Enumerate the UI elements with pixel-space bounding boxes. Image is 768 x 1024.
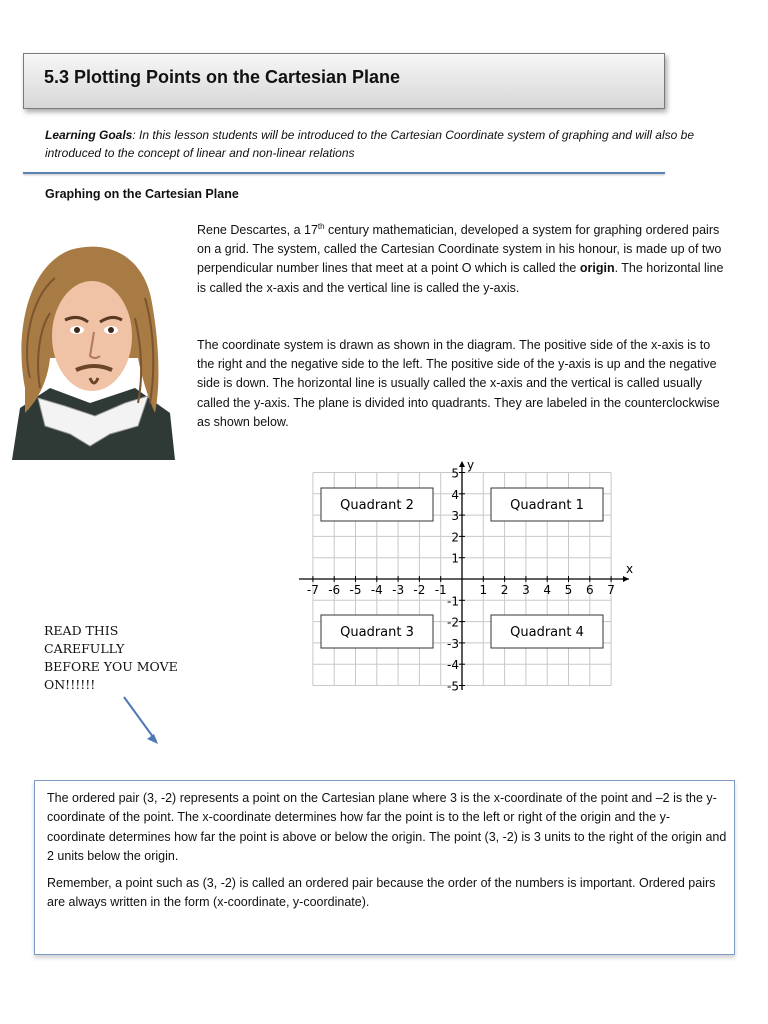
x-axis-label: x bbox=[626, 562, 634, 576]
note-line-4: ON!!!!!! bbox=[44, 677, 96, 692]
down-arrow-icon bbox=[118, 693, 168, 749]
paragraph1-pre: Rene Descartes, a 17 bbox=[197, 223, 318, 237]
quadrant-4-label: Quadrant 4 bbox=[510, 625, 584, 640]
page-title: 5.3 Plotting Points on the Cartesian Plane bbox=[44, 67, 401, 87]
remember-paragraph: Remember, a point such as (3, -2) is called an ordered pair because the order of the numbers is important. Ordered pairs are always written in the form (x-coordinate, y-coordinate). bbox=[47, 876, 716, 910]
paragraph1-mid: century mathematician, developed a system for graphing ordered pairs on a grid. The system, called the Cartesian Coordinate system in his honour, is made up of two perpendicular number lines that meet at a point O which is called the bbox=[197, 223, 722, 276]
x-tick-label: -6 bbox=[328, 583, 341, 597]
quadrant-3-label: Quadrant 3 bbox=[340, 625, 414, 640]
note-line-2: CAREFULLY bbox=[44, 641, 125, 656]
quadrant-1-label: Quadrant 1 bbox=[510, 498, 584, 513]
descartes-paragraph bbox=[197, 221, 727, 298]
x-axis-arrow-icon bbox=[623, 576, 629, 582]
learning-goals-text: : In this lesson students will be introduced to the Cartesian Coordinate system of graphing and will also be introduced to the concept of linear and non-linear relations bbox=[45, 128, 695, 160]
x-tick-label: 2 bbox=[500, 583, 509, 597]
y-tick-label: -3 bbox=[447, 636, 459, 651]
x-tick-label: 3 bbox=[522, 583, 530, 597]
y-axis-arrow-icon bbox=[459, 461, 465, 467]
x-tick-label: 5 bbox=[564, 583, 573, 597]
coordinate-system-paragraph: The coordinate system is drawn as shown in the diagram. The positive side of the x-axis is to the right and the negative side to the left. The positive side of the y-axis is up and the negative side is down. The horizontal line is usually called the x-axis and the vertical is called usually called the y-axis. The plane is divided into quadrants. They are labeled in the counterclockwise as shown below. bbox=[197, 338, 720, 429]
x-tick-label: -3 bbox=[392, 583, 405, 597]
x-tick-label: 6 bbox=[585, 583, 594, 597]
y-tick-label: -1 bbox=[447, 594, 459, 609]
paragraph1-bold: origin bbox=[579, 261, 615, 276]
x-tick-label: -4 bbox=[370, 583, 383, 597]
title-banner bbox=[23, 53, 665, 109]
x-tick-label: 7 bbox=[607, 583, 615, 597]
y-tick-label: -4 bbox=[447, 658, 459, 673]
x-tick-label: 1 bbox=[479, 583, 488, 597]
paragraph1-post: . The horizontal line is called the x-axis and the vertical line is called the y-axis. bbox=[197, 261, 724, 295]
x-tick-label: -1 bbox=[434, 583, 447, 597]
y-tick-label: -2 bbox=[447, 615, 459, 630]
read-carefully-note bbox=[44, 622, 194, 694]
x-tick-label: -2 bbox=[413, 583, 426, 597]
y-tick-label: 5 bbox=[451, 466, 459, 481]
x-tick-label: -5 bbox=[349, 583, 362, 597]
ordered-pair-paragraph: The ordered pair (3, -2) represents a point on the Cartesian plane where 3 is the x-coordinate of the point and –2 is the y-coordinate of the point. The x-coordinate determines how far the point is to the left or right of the origin and the y-coordinate determines how far the point is above or below the origin. The point (3, -2) is 3 units to the right of the origin and 2 units below the origin. bbox=[47, 791, 727, 864]
quadrant-2-label: Quadrant 2 bbox=[340, 498, 414, 513]
ordered-pair-info-box bbox=[34, 780, 735, 955]
section-divider bbox=[23, 172, 665, 174]
y-tick-label: 4 bbox=[451, 487, 459, 502]
y-tick-label: 2 bbox=[451, 530, 459, 545]
x-tick-label: -7 bbox=[306, 583, 319, 597]
learning-goals bbox=[45, 126, 735, 162]
x-tick-label: 4 bbox=[543, 583, 552, 597]
note-line-3: BEFORE YOU MOVE bbox=[44, 659, 178, 674]
descartes-portrait bbox=[10, 238, 175, 460]
y-tick-label: 1 bbox=[451, 551, 459, 566]
y-tick-label: 3 bbox=[451, 509, 459, 524]
y-tick-label: -5 bbox=[447, 679, 459, 694]
section-heading: Graphing on the Cartesian Plane bbox=[45, 187, 239, 201]
y-axis-label: y bbox=[467, 458, 475, 472]
note-line-1: READ THIS bbox=[44, 623, 119, 638]
learning-goals-label: Learning Goals bbox=[45, 128, 133, 142]
paragraph1-sup: th bbox=[317, 221, 325, 231]
cartesian-plane-diagram bbox=[296, 458, 636, 694]
